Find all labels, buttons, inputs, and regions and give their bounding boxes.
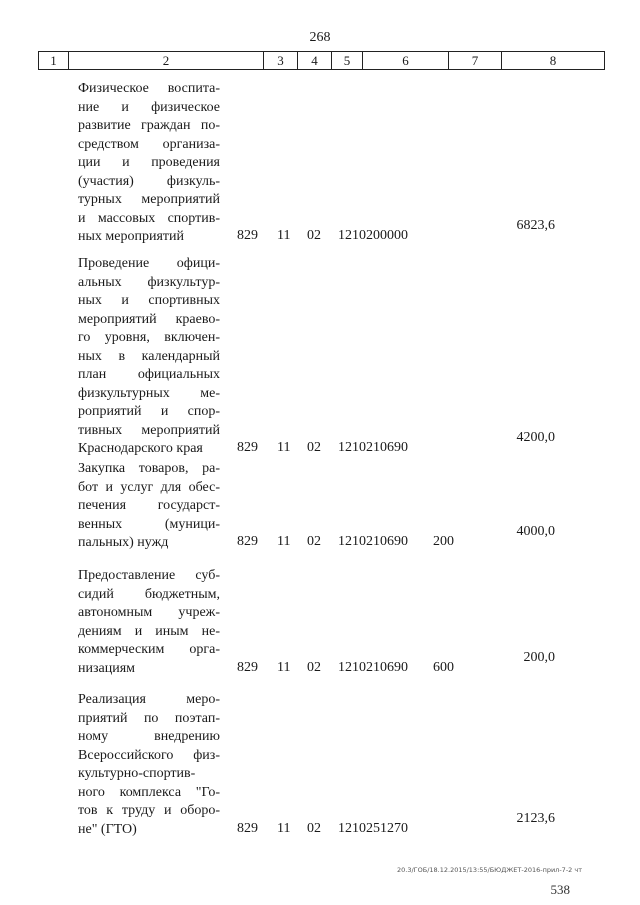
cell-col6: 1210210690 — [338, 534, 408, 549]
description-line: ного комплекса "Го- — [78, 784, 220, 800]
row-description — [78, 567, 220, 678]
cell-col6: 1210251270 — [338, 820, 408, 836]
cell-col3: 829 — [237, 534, 258, 549]
description-line: ных мероприятий — [78, 229, 184, 244]
description-line: бот и услуг для обес- — [78, 479, 220, 495]
description-line: ции и проведения — [78, 155, 220, 170]
description-line: турных мероприятий — [78, 192, 220, 207]
table-header-row — [38, 51, 605, 70]
header-col-3: 3 — [264, 52, 298, 69]
description-line: пальных) нужд — [78, 535, 169, 550]
description-line: средством организа- — [78, 136, 220, 152]
cell-col6: 1210200000 — [338, 228, 408, 243]
description-line: и массовых спортив- — [78, 210, 220, 226]
cell-amount: 4000,0 — [516, 524, 555, 539]
header-col-1: 1 — [39, 52, 69, 69]
cell-col7: 600 — [433, 659, 454, 675]
cell-col4: 11 — [277, 820, 291, 836]
cell-col5: 02 — [307, 228, 321, 243]
description-line: физкультурных ме- — [78, 385, 220, 401]
description-line: автономным учреж- — [78, 605, 220, 620]
footer-stamp: 20.3/ГОБ/18.12.2015/13:55/БЮДЖЕТ-2016-прил-7-2 чт — [397, 866, 582, 874]
cell-col5: 02 — [307, 659, 321, 675]
description-line: венных (муници- — [78, 516, 220, 532]
cell-amount: 200,0 — [523, 649, 555, 665]
description-line: низациям — [78, 660, 136, 676]
description-line: тов к труду и оборо- — [78, 803, 220, 818]
cell-col7: 200 — [433, 534, 454, 549]
header-col-8: 8 — [549, 53, 557, 68]
row-description — [78, 80, 220, 247]
row-description — [78, 691, 220, 839]
description-line: ному внедрению — [78, 729, 220, 744]
header-col-2: 2 — [69, 52, 264, 69]
description-line: Краснодарского края — [78, 441, 203, 456]
description-line: (участия) физкуль- — [78, 173, 220, 189]
description-line: роприятий и спор- — [78, 404, 220, 419]
row-description — [78, 460, 220, 553]
cell-col4: 11 — [277, 228, 291, 243]
description-line: план официальных — [78, 367, 220, 382]
description-line: мероприятий краево- — [78, 311, 220, 327]
description-line: Проведение офици- — [78, 256, 220, 271]
header-col-6: 6 — [363, 52, 449, 69]
page-number: 268 — [309, 30, 331, 45]
description-line: не" (ГТО) — [78, 821, 137, 837]
description-line: печения государст- — [78, 498, 220, 513]
description-line: Предоставление суб- — [78, 568, 220, 583]
description-line: ных и спортивных — [78, 293, 220, 308]
footer-page-number: 538 — [550, 882, 570, 897]
description-line: ных в календарный — [78, 348, 220, 364]
description-line: Реализация меро- — [78, 692, 220, 707]
description-line: сидий бюджетным, — [78, 586, 220, 602]
cell-col5: 02 — [307, 440, 321, 455]
description-line: Закупка товаров, ра- — [78, 461, 220, 476]
description-line: коммерческим орга- — [78, 642, 220, 657]
description-line: ние и физическое — [78, 99, 220, 115]
cell-col5: 02 — [307, 820, 321, 836]
cell-col3: 829 — [237, 228, 258, 243]
cell-col4: 11 — [277, 440, 291, 455]
cell-col6: 1210210690 — [338, 659, 408, 675]
header-col-5: 5 — [332, 52, 363, 69]
description-line: го уровня, включен- — [78, 330, 220, 345]
description-line: развитие граждан по- — [78, 118, 220, 133]
cell-amount: 2123,6 — [516, 810, 555, 826]
cell-col3: 829 — [237, 820, 258, 836]
cell-col3: 829 — [237, 659, 258, 675]
cell-col6: 1210210690 — [338, 440, 408, 455]
cell-col4: 11 — [277, 659, 291, 675]
header-col-7: 7 — [449, 52, 502, 69]
cell-col5: 02 — [307, 534, 321, 549]
description-line: культурно-спортив- — [78, 766, 196, 781]
row-description — [78, 255, 220, 459]
cell-amount: 4200,0 — [516, 430, 555, 445]
cell-amount: 6823,6 — [516, 218, 555, 233]
description-line: альных физкультур- — [78, 274, 220, 290]
description-line: Всероссийского физ- — [78, 747, 220, 763]
description-line: дениям и иным не- — [78, 623, 220, 639]
description-line: Физическое воспита- — [78, 81, 220, 96]
description-line: приятий по поэтап- — [78, 710, 220, 726]
header-col-4: 4 — [298, 52, 332, 69]
cell-col3: 829 — [237, 440, 258, 455]
cell-col4: 11 — [277, 534, 291, 549]
description-line: тивных мероприятий — [78, 422, 220, 438]
